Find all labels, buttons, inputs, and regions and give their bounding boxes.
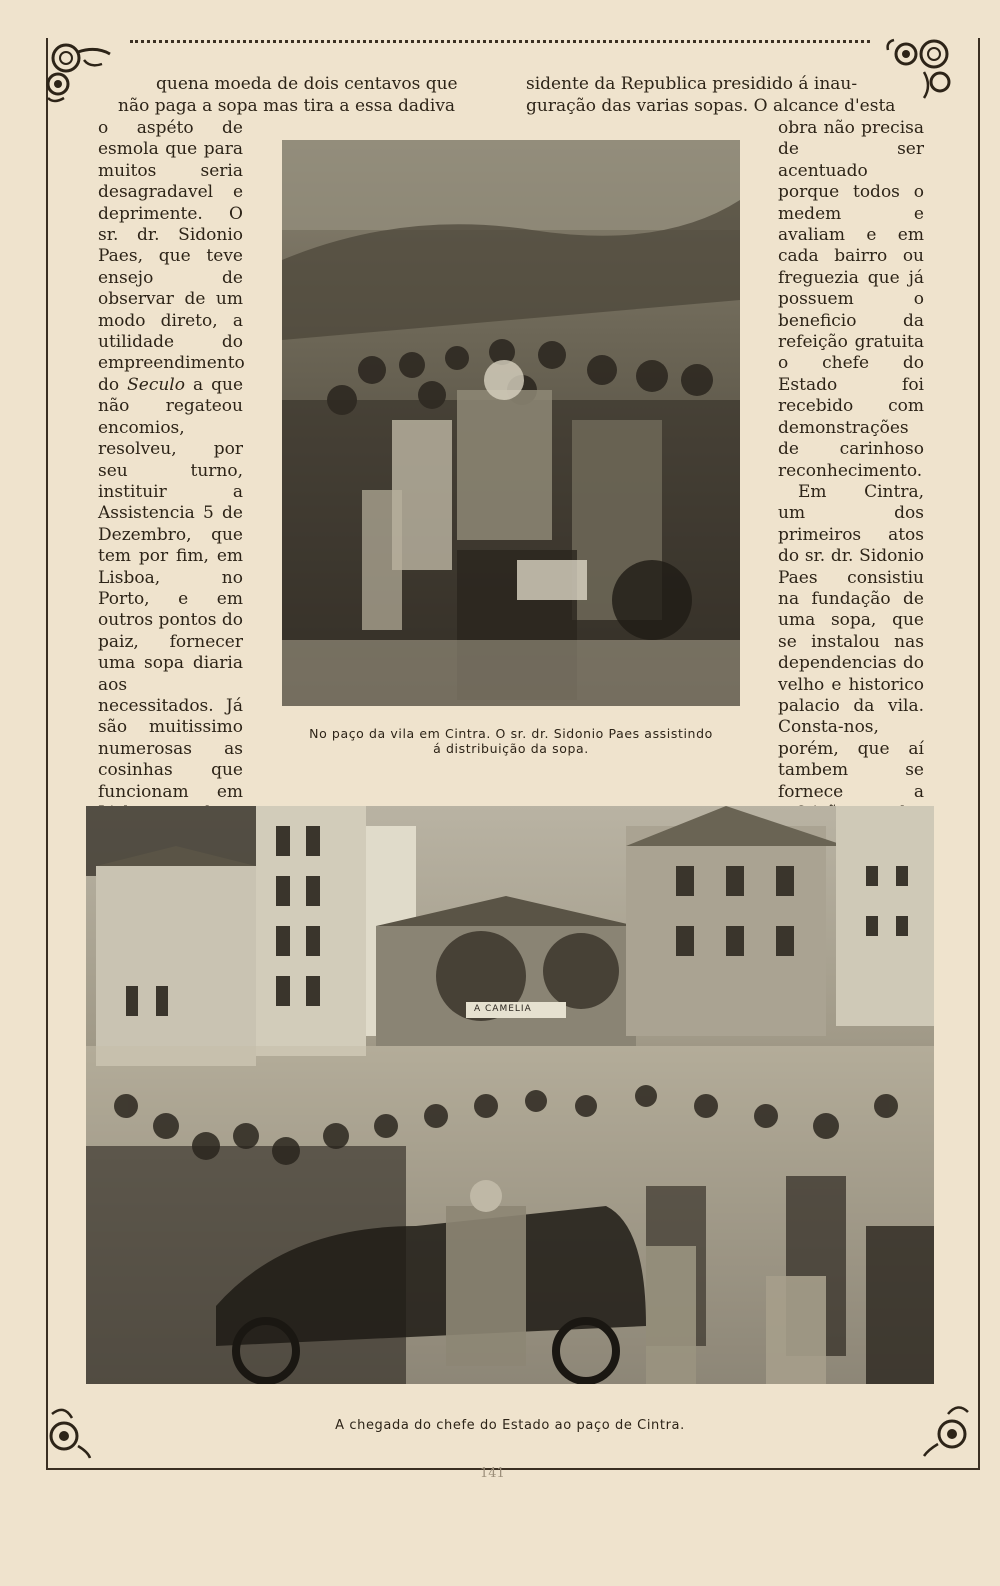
photo-soup-distribution (282, 140, 740, 706)
body-text: o aspéto de esmola que para muitos seria desagradavel e deprimente. O sr. dr. Sidonio Paes, que teve ensejo de observar de um modo direto, a utilidade do empreendimento do (98, 118, 245, 395)
page-number: 141 (480, 1466, 505, 1481)
photo-caption (282, 726, 740, 756)
body-text: a que não regateou encomios, resolveu, por seu turno, instituir a Assistencia 5 de Dezembro, que tem por fim, em Lisboa, no Porto, e em outros pontos do paiz, fornecer uma sopa diaria aos necessitados. Já são muitissimo numerosas as cosinhas que funcionam em (98, 374, 244, 802)
rose-ornament-icon (42, 1402, 92, 1460)
photo-arrival-cintra (86, 806, 934, 1384)
caption-line: No paço da vila em Cintra. O sr. dr. Sidonio Paes assistindo (309, 726, 713, 741)
paragraph: Em Cintra, um dos primeiros atos do sr. dr. Sidonio Paes consistiu na fundação de uma sopa, que se instalou nas dependencias do velho e historico palacio da vila. Consta-nos, porém, que aí tambem se fornece a (778, 481, 924, 802)
text-line: não paga a sopa mas tira a essa dadiva (118, 96, 456, 116)
paragraph: obra não precisa de ser acentuado porque todos o medem e avaliam e em cada bairro ou freguezia que já possuem o beneficio da refeição gratuita o chefe do Estado foi recebido com demonstrações de carinhoso reconhecimento. (778, 118, 924, 481)
dotted-top-border (130, 40, 870, 51)
text-line: quena moeda de dois centavos que (156, 74, 458, 94)
text-line: guração das varias sopas. O alcance d'esta (526, 96, 896, 116)
rose-ornament-icon (44, 38, 114, 108)
photo-caption: A chegada do chefe do Estado ao paço de Cintra. (335, 1418, 685, 1433)
text-line: sidente da Republica presidido á inau- (526, 74, 858, 94)
left-text-column (98, 118, 243, 846)
right-text-column (778, 118, 924, 846)
newspaper-name: Seculo (127, 374, 185, 395)
caption-line: á distribuição da sopa. (433, 741, 589, 756)
shop-sign: A CAMELIA (474, 1004, 532, 1014)
